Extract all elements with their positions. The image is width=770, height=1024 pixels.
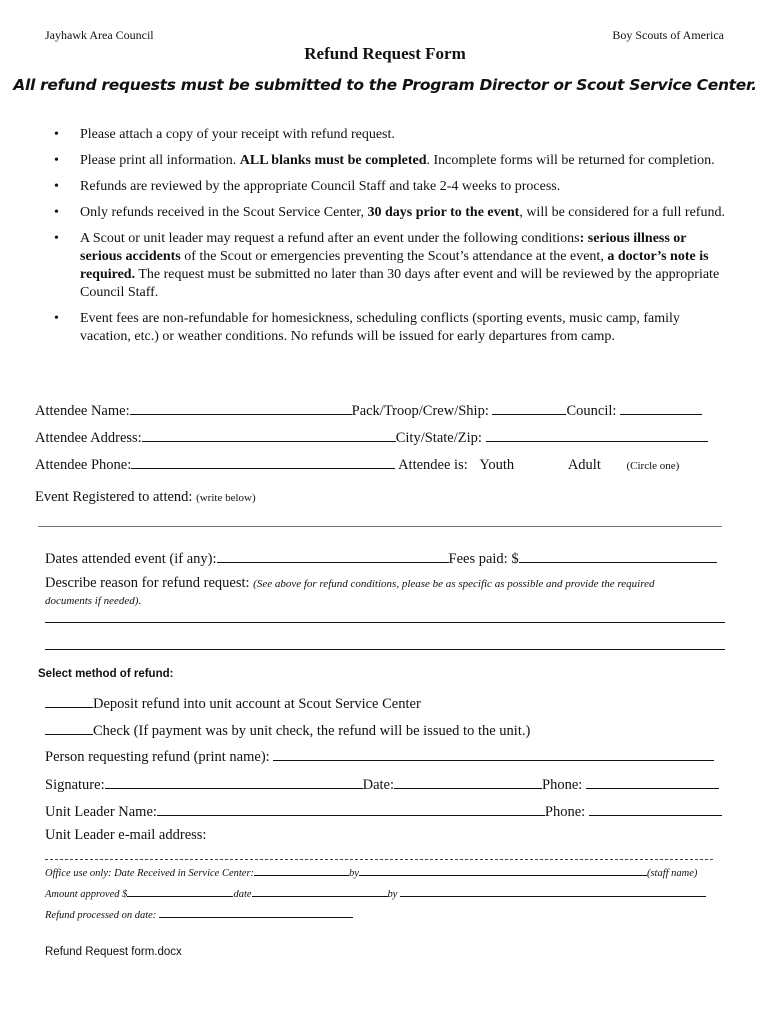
attendee-name-row: [35, 400, 702, 420]
signature-label: Signature:: [45, 777, 105, 793]
event-name-field[interactable]: [38, 526, 722, 527]
submission-banner: All refund requests must be submitted to the Program Director or Scout Service Center.: [13, 76, 757, 94]
person-requesting-row: [45, 746, 714, 766]
phone2-field[interactable]: [589, 801, 722, 816]
event-registered-row: [35, 489, 256, 506]
amount-approved-label: Amount approved $: [45, 889, 128, 900]
youth-option[interactable]: Youth: [479, 457, 515, 473]
instruction-item: • Please attach a copy of your receipt with refund request.: [30, 126, 730, 144]
council-name: Jayhawk Area Council: [45, 28, 154, 42]
attendee-phone-row: [35, 454, 679, 474]
refund-processed-row: [45, 906, 353, 921]
date-field[interactable]: [394, 774, 542, 789]
approved-by-label: by: [387, 889, 398, 900]
deposit-option-label: Deposit refund into unit account at Scout Service Center: [93, 696, 421, 712]
circle-one-note: (Circle one): [626, 460, 680, 472]
organization-name: Boy Scouts of America: [612, 28, 724, 42]
attendee-is-label: Attendee is:: [398, 457, 468, 473]
instruction-item: • Only refunds received in the Scout Service Center, 30 days prior to the event, will be considered for a full refund.: [30, 204, 730, 222]
instruction-item: • Please print all information. ALL blanks must be completed. Incomplete forms will be returned for completion.: [30, 152, 730, 170]
attendee-name-label: Attendee Name:: [35, 403, 130, 419]
write-below-note: (write below): [196, 492, 256, 504]
check-option-row: [45, 720, 530, 740]
date-received-field[interactable]: [254, 864, 349, 876]
by-label: by: [349, 868, 359, 879]
reason-line-1[interactable]: [45, 622, 725, 623]
form-title: Refund Request Form: [304, 44, 466, 63]
describe-reason-note: (See above for refund conditions, please be as specific as possible and provide the required documents if needed).: [45, 578, 655, 607]
dates-attended-field[interactable]: [217, 548, 449, 563]
attendee-phone-field[interactable]: [131, 454, 395, 469]
amount-approved-row: [45, 885, 706, 900]
unit-leader-row: [45, 801, 722, 821]
instruction-item: • Refunds are reviewed by the appropriate Council Staff and take 2-4 weeks to process.: [30, 178, 730, 196]
footer-filename: Refund Request form.docx: [45, 946, 182, 958]
signature-field[interactable]: [105, 774, 363, 789]
check-option-label: Check (If payment was by unit check, the refund will be issued to the unit.): [93, 723, 531, 739]
approved-date-field[interactable]: [252, 885, 388, 897]
dates-attended-label: Dates attended event (if any):: [45, 551, 217, 567]
refund-method-heading: Select method of refund:: [38, 668, 174, 680]
attendee-phone-label: Attendee Phone:: [35, 457, 132, 473]
approved-date-label: date: [233, 889, 252, 900]
refund-processed-label: Refund processed on date:: [45, 910, 157, 921]
fees-paid-field[interactable]: [519, 548, 717, 563]
instructions-list: [30, 126, 730, 354]
attendee-address-row: [35, 427, 708, 447]
staff-name-field[interactable]: [359, 864, 647, 876]
check-option-blank[interactable]: [45, 720, 93, 735]
instruction-item: • A Scout or unit leader may request a refund after an event under the following conditions: serious illness or serious accidents of the Scout or emergencies preventing the Scout’s attendance at the event, a doctor’s note is required. The request must be submitted no later than 30 days after event and will be reviewed by the appropriate Council Staff.: [30, 230, 730, 302]
person-requesting-label: Person requesting refund (print name):: [45, 749, 270, 765]
date-label: Date:: [362, 777, 395, 793]
phone-field[interactable]: [586, 774, 719, 789]
unit-leader-name-label: Unit Leader Name:: [45, 804, 157, 820]
office-divider: [45, 859, 713, 860]
deposit-option-row: [45, 693, 421, 713]
phone-label: Phone:: [542, 777, 583, 793]
signature-row: [45, 774, 719, 794]
instruction-item: • Event fees are non-refundable for homesickness, scheduling conflicts (sporting events, music camp, family vacation, etc.) or weather conditions. No refunds will be issued for early departures from camp.: [30, 310, 730, 346]
city-label: City/State/Zip:: [395, 430, 482, 446]
event-registered-label: Event Registered to attend:: [35, 489, 193, 505]
staff-name-note: (staff name): [646, 868, 698, 879]
adult-option[interactable]: Adult: [567, 457, 601, 473]
fees-paid-label: Fees paid: $: [448, 551, 519, 567]
person-requesting-field[interactable]: [273, 746, 714, 761]
amount-approved-field[interactable]: [127, 885, 233, 897]
attendee-name-field[interactable]: [130, 400, 352, 415]
unit-leader-email-row: [45, 827, 206, 844]
reason-line-2[interactable]: [45, 649, 725, 650]
attendee-address-label: Attendee Address:: [35, 430, 142, 446]
describe-reason-label: Describe reason for refund request:: [45, 575, 250, 591]
unit-leader-email-label[interactable]: Unit Leader e-mail address:: [45, 827, 207, 843]
office-use-label: Office use only: Date Received in Service Center:: [45, 868, 255, 879]
unit-leader-name-field[interactable]: [157, 801, 545, 816]
attendee-address-field[interactable]: [142, 427, 396, 442]
unit-label: Pack/Troop/Crew/Ship:: [351, 403, 489, 419]
city-field[interactable]: [486, 427, 708, 442]
refund-processed-field[interactable]: [159, 906, 353, 918]
office-use-row: [45, 864, 697, 879]
council-field[interactable]: [620, 400, 702, 415]
deposit-option-blank[interactable]: [45, 693, 93, 708]
phone2-label: Phone:: [544, 804, 586, 820]
approved-by-field[interactable]: [400, 885, 706, 897]
describe-reason-block: [45, 575, 695, 609]
council-label: Council:: [566, 403, 617, 419]
unit-field[interactable]: [492, 400, 566, 415]
dates-row: [45, 548, 717, 568]
